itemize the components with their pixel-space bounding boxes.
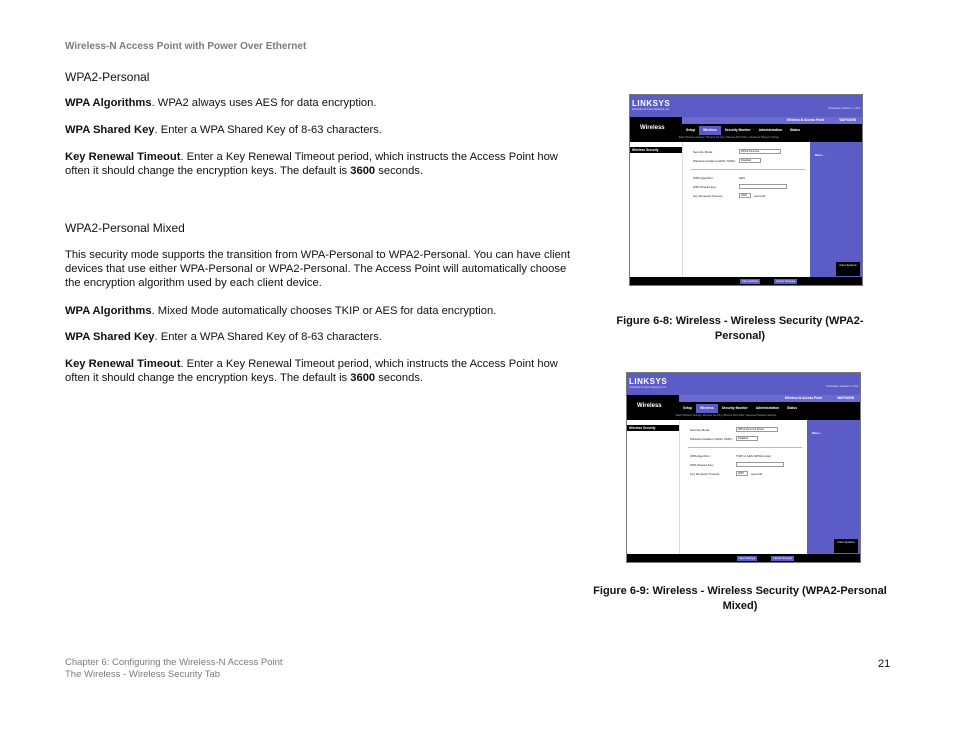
- caption-line-1: Figure 6-8: Wireless - Wireless Security (WPA2-: [616, 315, 864, 327]
- sub-tabs[interactable]: Basic Wireless Settings | Wireless Security | Wireless MAC Filter | Advanced Wireless Settings: [679, 136, 780, 139]
- save-settings-button[interactable]: Save Settings: [739, 557, 756, 560]
- help-column: [810, 142, 862, 277]
- more-link[interactable]: More...: [815, 153, 825, 157]
- shared-key-input[interactable]: [739, 184, 787, 189]
- section-label: Wireless: [640, 125, 665, 131]
- firmware-version: Firmware Version: 1.0.0: [828, 106, 860, 110]
- term-label: WPA Algorithms: [65, 305, 152, 317]
- shared-key-label: WPA Shared Key:: [690, 463, 714, 467]
- shared-key-input[interactable]: [736, 462, 784, 467]
- paragraph-wpa-algorithms: [65, 96, 575, 110]
- paragraph-intro: This security mode supports the transition from WPA-Personal to WPA2-Personal. You can have client devices that use either WPA-Personal or WPA2-Personal. The Access Point will automatically choose the encryption algorithm used by each client device.: [65, 249, 571, 289]
- term-text: . Enter a Key Renewal Timeout period, which instructs the Access Point how often it should change the encryption keys. The default is: [65, 151, 558, 177]
- main-tabs: [682, 126, 862, 135]
- term-text: . Enter a Key Renewal Timeout period, which instructs the Access Point how often it should change the encryption keys. The default is: [65, 358, 558, 384]
- sub-tabs[interactable]: Basic Wireless Settings | Wireless Security | Wireless MAC Filter | Advanced Wireless Settings: [676, 414, 777, 417]
- isolation-label: Wireless Isolation (within SSID):: [690, 437, 733, 441]
- isolation-select[interactable]: Disabled: [739, 158, 761, 163]
- logo-subtitle: A Division of Cisco Systems, Inc.: [632, 108, 670, 111]
- default-value: 3600: [350, 372, 376, 384]
- footer-section: The Wireless - Wireless Security Tab: [65, 669, 221, 680]
- section-label: Wireless: [637, 403, 662, 409]
- figure-6-9-screenshot: [626, 372, 861, 563]
- renewal-unit: seconds: [754, 194, 766, 198]
- cancel-changes-button[interactable]: Cancel Changes: [773, 557, 793, 560]
- left-column: [630, 142, 682, 277]
- save-settings-button[interactable]: Save Settings: [742, 280, 759, 283]
- divider: [688, 447, 802, 448]
- caption-line-2: Mixed): [722, 600, 758, 612]
- security-mode-label: Security Mode:: [690, 428, 711, 432]
- isolation-label: Wireless Isolation (within SSID):: [693, 159, 736, 163]
- product-bar: [679, 395, 860, 402]
- default-value: 3600: [350, 165, 376, 177]
- algorithm-value: TKIP or AES (WPA2-Auto): [736, 454, 772, 458]
- term-text: . Enter a WPA Shared Key of 8-63 characters.: [154, 331, 382, 343]
- linksys-logo: LINKSYS: [632, 99, 671, 108]
- more-link[interactable]: More...: [812, 431, 822, 435]
- term-label: Key Renewal Timeout: [65, 358, 181, 370]
- tab-administration[interactable]: Administration: [758, 128, 782, 132]
- tab-administration[interactable]: Administration: [755, 406, 779, 410]
- term-text: . Mixed Mode automatically chooses TKIP or AES for data encryption.: [151, 305, 497, 317]
- algorithm-value: AES: [739, 176, 746, 180]
- product-bar: [682, 117, 862, 124]
- footer-chapter: Chapter 6: Configuring the Wireless-N Access Point: [65, 657, 283, 668]
- tab-security-monitor[interactable]: Security Monitor: [724, 128, 751, 132]
- paragraph-key-renewal-timeout-mixed: [65, 357, 575, 385]
- firmware-version: Firmware Version: 1.0.0: [826, 384, 858, 388]
- left-section-label: Wireless Security: [627, 425, 679, 431]
- term-text: . WPA2 always uses AES for data encryption.: [151, 97, 377, 109]
- paragraph-wpa-shared-key-mixed: [65, 330, 575, 344]
- paragraph-key-renewal-timeout: [65, 150, 575, 178]
- cancel-changes-button[interactable]: Cancel Changes: [776, 280, 796, 283]
- term-text-end: seconds.: [375, 165, 424, 177]
- term-text-end: seconds.: [375, 372, 424, 384]
- renewal-label: Key Renewal Timeout:: [690, 472, 721, 476]
- main-tabs: [679, 404, 860, 413]
- cisco-logo: Cisco Systems: [834, 539, 858, 553]
- tab-wireless[interactable]: Wireless: [696, 404, 718, 413]
- term-label: WPA Algorithms: [65, 97, 152, 109]
- paragraph-wpa-algorithms-mixed: [65, 304, 575, 318]
- algorithm-label: WPA Algorithm:: [690, 454, 711, 458]
- section-title-wpa2-personal-mixed: WPA2-Personal Mixed: [65, 221, 185, 235]
- renewal-unit: seconds: [751, 472, 763, 476]
- renewal-input[interactable]: 3600: [739, 193, 751, 198]
- cisco-logo: Cisco Systems: [836, 262, 860, 276]
- renewal-label: Key Renewal Timeout:: [693, 194, 724, 198]
- term-label: WPA Shared Key: [65, 331, 155, 343]
- term-text: . Enter a WPA Shared Key of 8-63 characters.: [154, 124, 382, 136]
- caption-line-2: Personal): [714, 330, 766, 342]
- term-label: WPA Shared Key: [65, 124, 155, 136]
- term-label: Key Renewal Timeout: [65, 151, 181, 163]
- settings-panel: [679, 420, 806, 554]
- product-name: Wireless-N Access Point: [784, 396, 822, 400]
- security-mode-select[interactable]: WPA2-Personal Mixed: [736, 427, 778, 432]
- left-column: [627, 420, 679, 554]
- caption-line-1: Figure 6-9: Wireless - Wireless Security (WPA2-Personal: [593, 585, 887, 597]
- algorithm-label: WPA Algorithm:: [693, 176, 714, 180]
- shared-key-label: WPA Shared Key:: [693, 185, 717, 189]
- tab-status[interactable]: Status: [787, 406, 798, 410]
- tab-security-monitor[interactable]: Security Monitor: [721, 406, 748, 410]
- figure-6-9-caption: [590, 584, 890, 614]
- divider: [691, 169, 805, 170]
- figure-6-8-screenshot: [629, 94, 863, 286]
- paragraph-wpa-shared-key: [65, 123, 575, 137]
- product-name: Wireless-N Access Point: [786, 118, 824, 122]
- tab-setup[interactable]: Setup: [683, 406, 693, 410]
- model-number: WAP4400N: [837, 396, 854, 400]
- tab-wireless[interactable]: Wireless: [699, 126, 721, 135]
- settings-panel: [682, 142, 809, 277]
- linksys-logo: LINKSYS: [629, 377, 668, 386]
- security-mode-label: Security Mode:: [693, 150, 714, 154]
- renewal-input[interactable]: 3600: [736, 471, 748, 476]
- security-mode-select[interactable]: WPA2-Personal: [739, 149, 781, 154]
- figure-6-8-caption: [600, 314, 880, 344]
- left-section-label: Wireless Security: [630, 147, 682, 153]
- page-number: 21: [878, 658, 891, 670]
- isolation-select[interactable]: Disabled: [736, 436, 758, 441]
- section-title-wpa2-personal: WPA2-Personal: [65, 70, 150, 84]
- model-number: WAP4400N: [839, 118, 856, 122]
- tab-status[interactable]: Status: [790, 128, 801, 132]
- help-column: [807, 420, 860, 554]
- tab-setup[interactable]: Setup: [686, 128, 696, 132]
- logo-subtitle: A Division of Cisco Systems, Inc.: [629, 386, 667, 389]
- running-header: Wireless-N Access Point with Power Over Ethernet: [65, 41, 307, 52]
